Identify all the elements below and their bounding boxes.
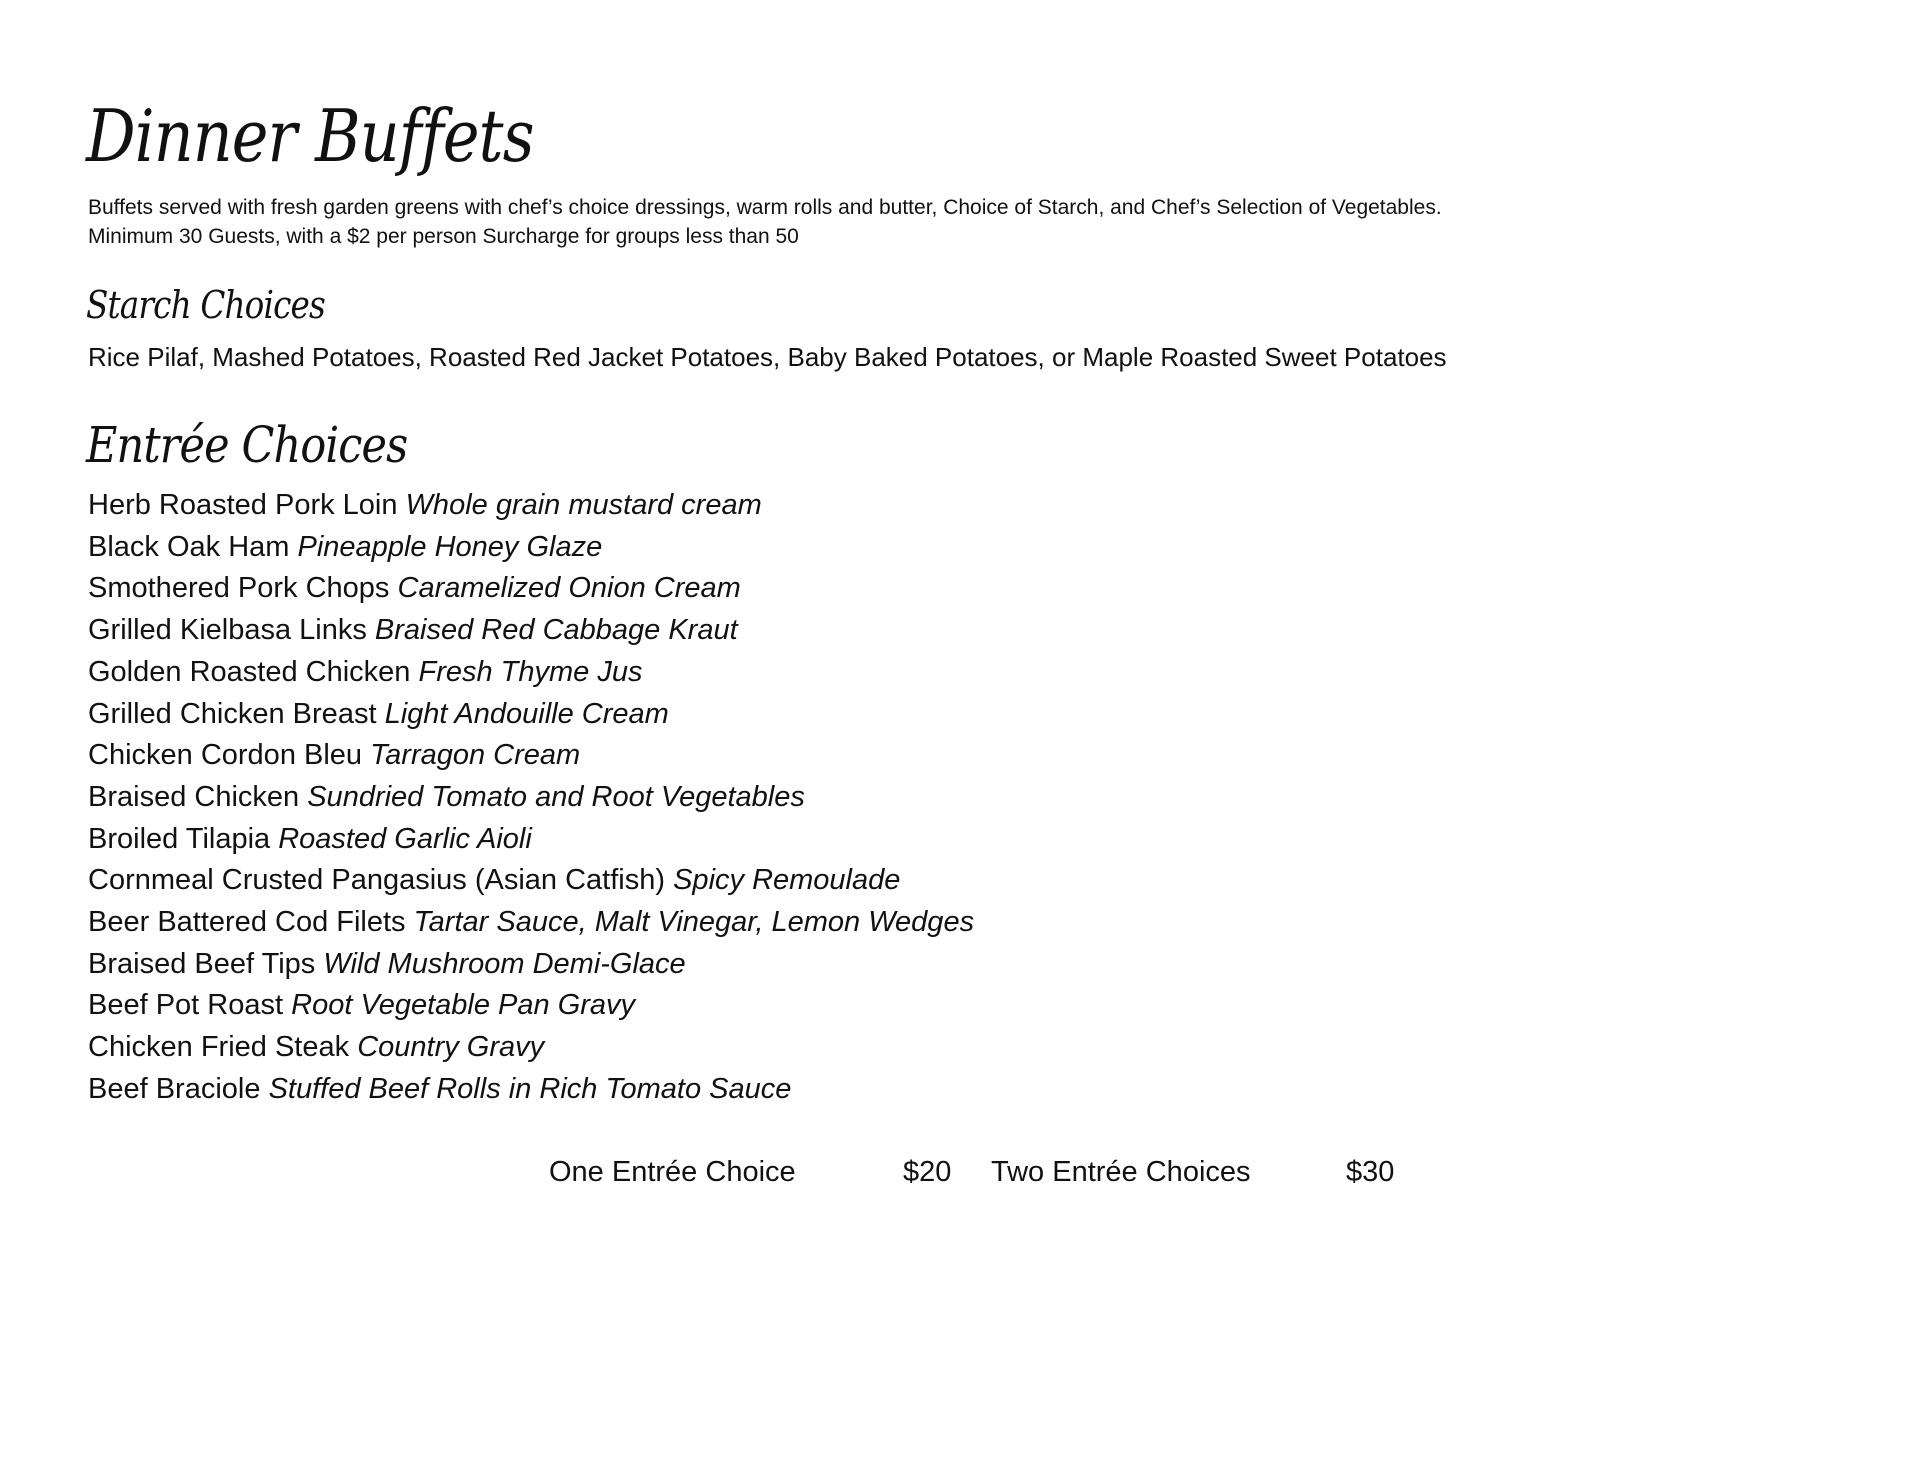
- two-entree-label: Two Entrée Choices: [991, 1156, 1251, 1188]
- entree-sauce: Tarragon Cream: [370, 739, 581, 772]
- entree-item: [88, 735, 974, 777]
- one-entree-label: One Entrée Choice: [549, 1156, 796, 1188]
- entree-item: [88, 944, 974, 986]
- entree-name: Broiled Tilapia: [88, 822, 271, 855]
- entree-list: [88, 485, 974, 1111]
- entree-item: [88, 819, 974, 861]
- entree-item: [88, 694, 974, 736]
- two-entree-price: $30: [1346, 1156, 1395, 1188]
- intro-line-minimum: Minimum 30 Guests, with a $2 per person Surcharge for groups less than 50: [88, 225, 799, 248]
- entree-name: Grilled Kielbasa Links: [88, 614, 367, 647]
- entree-sauce: Braised Red Cabbage Kraut: [374, 614, 738, 647]
- entree-name: Smothered Pork Chops: [88, 572, 390, 605]
- entree-item: [88, 1069, 974, 1111]
- entree-sauce: Fresh Thyme Jus: [418, 655, 643, 688]
- entree-name: Beef Braciole: [88, 1072, 261, 1105]
- intro-text: [88, 193, 1442, 251]
- entree-name: Grilled Chicken Breast: [88, 697, 377, 730]
- one-entree-price: $20: [903, 1156, 952, 1188]
- entree-sauce: Tartar Sauce, Malt Vinegar, Lemon Wedges: [413, 906, 975, 939]
- entree-item: [88, 1027, 974, 1069]
- entree-item: [88, 860, 974, 902]
- entree-item: [88, 777, 974, 819]
- entree-sauce: Country Gravy: [357, 1031, 545, 1064]
- entree-sauce: Whole grain mustard cream: [405, 489, 762, 521]
- entree-item: [88, 985, 974, 1027]
- entree-name: Golden Roasted Chicken: [88, 655, 411, 688]
- entree-name: Chicken Cordon Bleu: [88, 739, 363, 772]
- starch-heading: Starch Choices: [86, 283, 325, 327]
- entree-heading: Entrée Choices: [86, 416, 408, 474]
- entree-name: Chicken Fried Steak: [88, 1031, 350, 1064]
- entree-sauce: Roasted Garlic Aioli: [278, 822, 532, 855]
- entree-item: [88, 527, 974, 569]
- entree-name: Cornmeal Crusted Pangasius (Asian Catfish): [88, 864, 666, 897]
- entree-name: Herb Roasted Pork Loin: [88, 489, 398, 521]
- entree-item: [88, 485, 974, 527]
- entree-item: [88, 610, 974, 652]
- entree-item: [88, 568, 974, 610]
- entree-name: Black Oak Ham: [88, 530, 290, 563]
- entree-name: Beer Battered Cod Filets: [88, 906, 406, 939]
- entree-name: Braised Chicken: [88, 780, 300, 813]
- entree-sauce: Stuffed Beef Rolls in Rich Tomato Sauce: [268, 1072, 792, 1105]
- entree-name: Beef Pot Roast: [88, 989, 284, 1022]
- entree-sauce: Light Andouille Cream: [384, 697, 669, 730]
- starch-options: Rice Pilaf, Mashed Potatoes, Roasted Red Jacket Potatoes, Baby Baked Potatoes, or Maple Roasted Sweet Potatoes: [88, 342, 1447, 372]
- intro-line-description: Buffets served with fresh garden greens with chef’s choice dressings, warm rolls and butter, Choice of Starch, and Chef’s Selection of Vegetables.: [88, 196, 1442, 219]
- entree-sauce: Sundried Tomato and Root Vegetables: [307, 780, 805, 813]
- entree-sauce: Caramelized Onion Cream: [397, 572, 741, 605]
- entree-item: [88, 652, 974, 694]
- entree-sauce: Spicy Remoulade: [673, 864, 901, 897]
- entree-sauce: Wild Mushroom Demi-Glace: [323, 947, 686, 980]
- entree-sauce: Pineapple Honey Glaze: [297, 530, 603, 563]
- entree-sauce: Root Vegetable Pan Gravy: [291, 989, 636, 1022]
- entree-item: [88, 902, 974, 944]
- entree-name: Braised Beef Tips: [88, 947, 316, 980]
- page-title: Dinner Buffets: [86, 94, 534, 178]
